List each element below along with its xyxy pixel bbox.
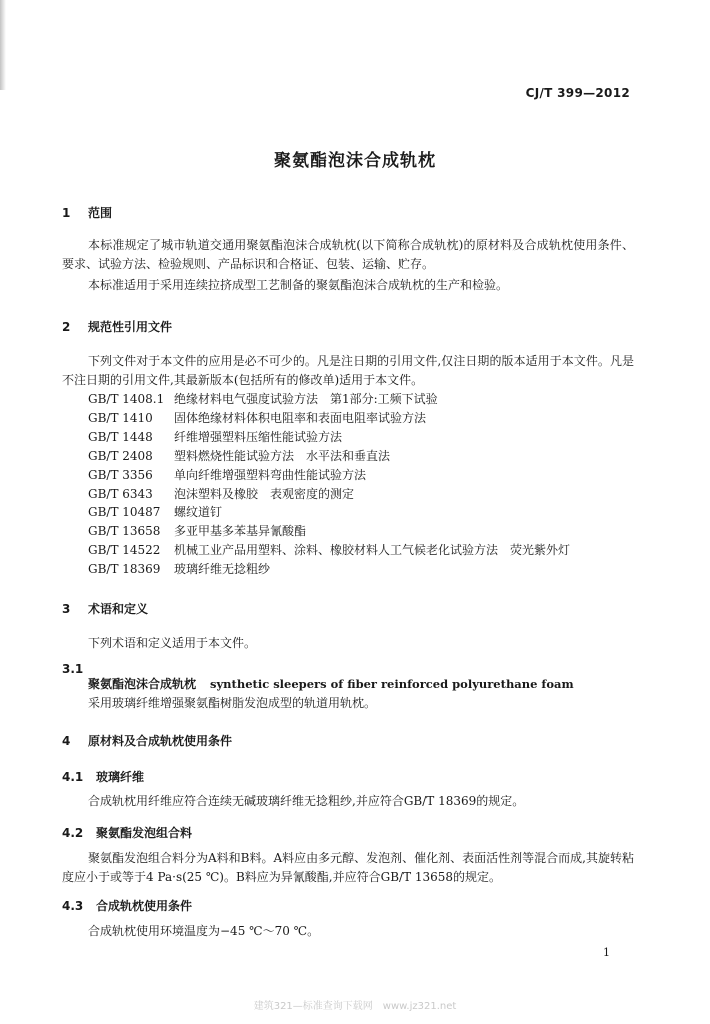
subsection-4-3-number: 4.3: [62, 899, 84, 913]
reference-item: [88, 390, 570, 409]
reference-code: GB/T 13658: [88, 524, 161, 539]
reference-name: 泡沫塑料及橡胶 表观密度的测定: [174, 486, 355, 501]
reference-code: GB/T 3356: [88, 467, 153, 482]
section-4-title: 原材料及合成轨枕使用条件: [88, 734, 233, 748]
reference-item: [88, 466, 570, 485]
watermark: 建筑321—标准查询下载网 www.jz321.net: [253, 1001, 457, 1012]
subsection-4-3-title: 合成轨枕使用条件: [96, 899, 193, 913]
document-title: 聚氨酯泡沫合成轨枕: [274, 151, 436, 171]
reference-code: GB/T 2408: [88, 448, 153, 463]
reference-name: 塑料燃烧性能试验方法 水平法和垂直法: [174, 448, 391, 463]
reference-item: [88, 447, 570, 466]
reference-name: 机械工业产品用塑料、涂料、橡胶材料人工气候老化试验方法 荧光紫外灯: [174, 543, 571, 558]
section-3-heading: [62, 600, 148, 617]
reference-list: [88, 390, 570, 579]
section-1-heading: [62, 204, 112, 221]
reference-item: [88, 541, 570, 560]
term-entry: [88, 675, 574, 694]
reference-code: GB/T 18369: [88, 562, 161, 577]
section-1-number: 1: [62, 206, 71, 220]
page-number: 1: [603, 946, 610, 959]
reference-name: 绝缘材料电气强度试验方法 第1部分:工频下试验: [174, 392, 438, 406]
subsection-4-2-text: 聚氨酯发泡组合料分为A料和B料。A料应由多元醇、发泡剂、催化剂、表面活性剂等混合而成,其旋转粘度应小于或等于4 Pa·s(25 ℃)。B料应为异氰酸酯,并应符合GB/T 13658的规定。: [62, 851, 634, 884]
subsection-4-1-heading: [62, 768, 144, 785]
reference-code: GB/T 10487: [88, 505, 161, 520]
subsection-4-2-title: 聚氨酯发泡组合料: [96, 826, 193, 840]
reference-item: [88, 503, 570, 522]
section-2-title: 规范性引用文件: [88, 320, 173, 334]
reference-item: [88, 522, 570, 541]
subsection-4-2-number: 4.2: [62, 826, 84, 840]
subsection-4-3-heading: [62, 897, 192, 914]
section-1-paragraph-1: 本标准规定了城市轨道交通用聚氨酯泡沫合成轨枕(以下简称合成轨枕)的原材料及合成轨枕使用条件、要求、试验方法、检验规则、产品标识和合格证、包装、运输、贮存。: [62, 238, 634, 271]
subsection-4-3-text: 合成轨枕使用环境温度为−45 ℃～70 ℃。: [88, 924, 320, 938]
section-2-intro: 下列文件对于本文件的应用是必不可少的。凡是注日期的引用文件,仅注日期的版本适用于本文件。凡是不注日期的引用文件,其最新版本(包括所有的修改单)适用于本文件。: [62, 354, 634, 387]
reference-name: 单向纤维增强塑料弯曲性能试验方法: [174, 467, 367, 482]
term-definition: 采用玻璃纤维增强聚氨酯树脂发泡成型的轨道用轨枕。: [88, 696, 377, 710]
reference-code: GB/T 1408.1: [88, 392, 165, 406]
section-2-number: 2: [62, 320, 71, 334]
section-3-number: 3: [62, 602, 71, 616]
section-3-intro: 下列术语和定义适用于本文件。: [88, 636, 257, 650]
reference-code: GB/T 14522: [88, 543, 161, 558]
section-4-number: 4: [62, 734, 71, 748]
reference-name: 纤维增强塑料压缩性能试验方法: [174, 429, 343, 444]
scan-edge-artifact: [0, 0, 6, 90]
term-number: 3.1: [62, 662, 84, 676]
section-1-title: 范围: [88, 206, 113, 220]
term-english: synthetic sleepers of fiber reinforced polyurethane foam: [210, 677, 574, 691]
reference-name: 固体绝缘材料体积电阻率和表面电阻率试验方法: [174, 410, 427, 425]
section-2-heading: [62, 318, 172, 335]
reference-name: 多亚甲基多苯基异氰酸酯: [174, 524, 307, 539]
subsection-4-1-number: 4.1: [62, 770, 84, 784]
reference-code: GB/T 6343: [88, 486, 153, 501]
standard-number: CJ/T 399—2012: [525, 86, 630, 100]
subsection-4-2-heading: [62, 824, 192, 841]
reference-code: GB/T 1448: [88, 429, 153, 444]
reference-item: [88, 485, 570, 504]
reference-name: 玻璃纤维无捻粗纱: [174, 562, 271, 577]
section-1-paragraph-2: 本标准适用于采用连续拉挤成型工艺制备的聚氨酯泡沫合成轨枕的生产和检验。: [88, 278, 509, 292]
reference-item: [88, 428, 570, 447]
subsection-4-1-title: 玻璃纤维: [96, 770, 145, 784]
subsection-4-1-text: 合成轨枕用纤维应符合连续无碱玻璃纤维无捻粗纱,并应符合GB/T 18369的规定。: [88, 794, 525, 808]
term-chinese: 聚氨酯泡沫合成轨枕: [88, 677, 197, 691]
reference-item: [88, 409, 570, 428]
reference-code: GB/T 1410: [88, 410, 153, 425]
reference-name: 螺纹道钉: [174, 505, 223, 520]
section-3-title: 术语和定义: [88, 602, 149, 616]
reference-item: [88, 560, 570, 579]
section-4-heading: [62, 732, 232, 749]
